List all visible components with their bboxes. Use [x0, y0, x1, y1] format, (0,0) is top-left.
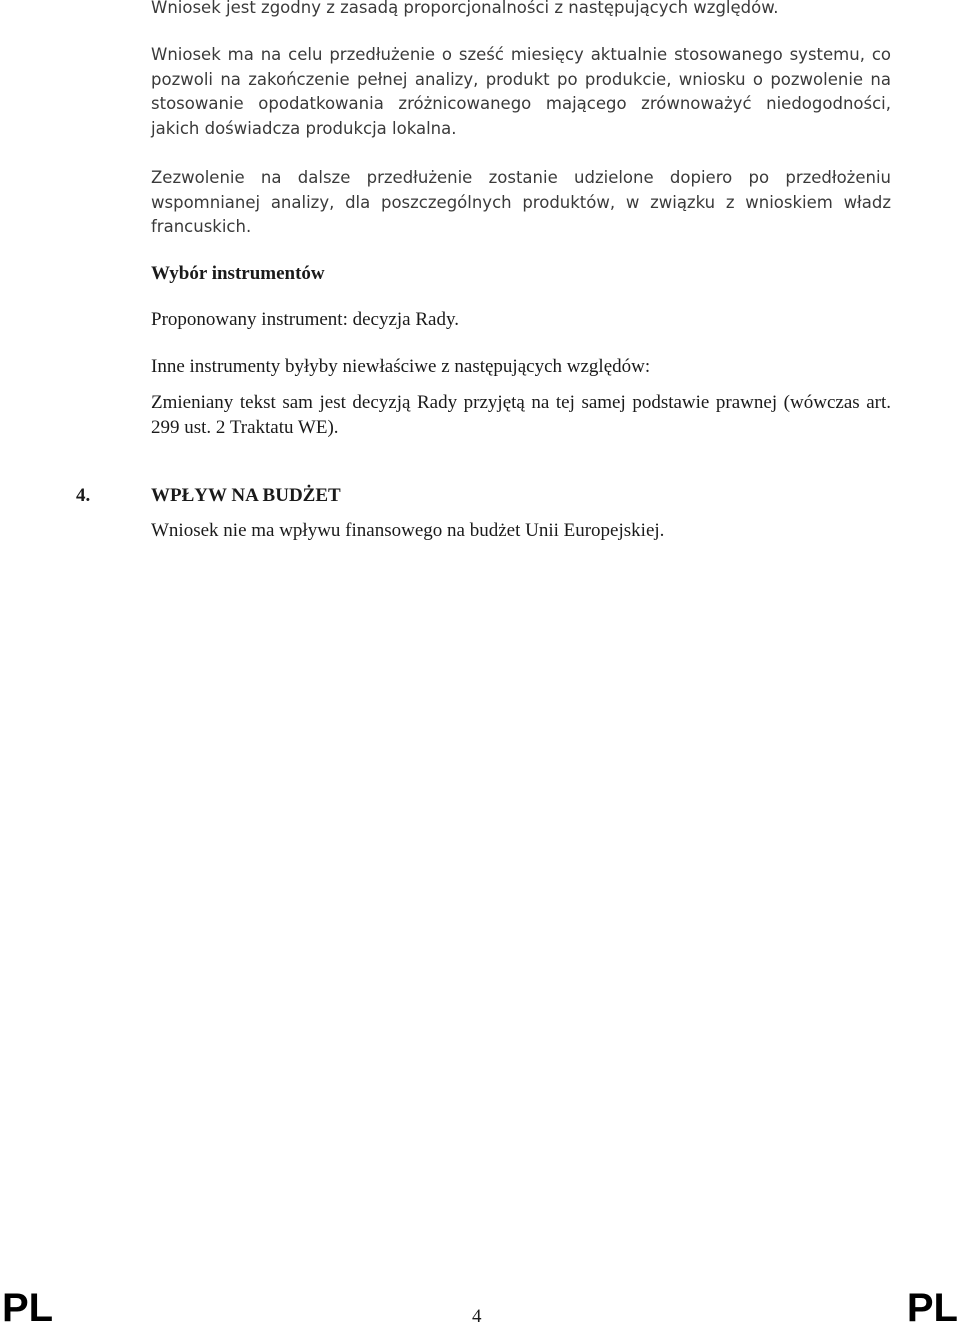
- section-title: WPŁYW NA BUDŻET: [151, 485, 341, 506]
- heading-instruments: Wybór instrumentów: [151, 263, 325, 284]
- paragraph-proportionality: Wniosek jest zgodny z zasadą proporcjonalności z następujących względów.: [151, 0, 779, 17]
- section-number: 4.: [76, 485, 91, 506]
- page-number: 4: [472, 1306, 482, 1327]
- paragraph-permission: Zezwolenie na dalsze przedłużenie zostanie udzielone dopiero po przedłożeniu wspomnianej analizy, dla poszczególnych produktów, w związku z wnioskiem władz francuskich.: [151, 168, 891, 236]
- paragraph-other-instruments: Inne instrumenty byłyby niewłaściwe z następujących względów:: [151, 356, 651, 377]
- paragraph-budget: Wniosek nie ma wpływu finansowego na budżet Unii Europejskiej.: [151, 520, 665, 541]
- paragraph-amended-text: Zmieniany tekst sam jest decyzją Rady przyjętą na tej samej podstawie prawnej (wówczas art. 299 ust. 2 Traktatu WE).: [151, 392, 891, 438]
- paragraph-extension: Wniosek ma na celu przedłużenie o sześć miesięcy aktualnie stosowanego systemu, co pozwoli na zakończenie pełnej analizy, produkt po produkcie, wniosku o pozwolenie na stosowanie opodatkowania zróżnicowanego mającego zrównoważyć niedogodności, jakich doświadcza produkcja lokalna.: [151, 45, 891, 138]
- footer-language-right: PL: [906, 1286, 958, 1330]
- paragraph-proposed-instrument: Proponowany instrument: decyzja Rady.: [151, 309, 459, 330]
- footer-language-left: PL: [2, 1286, 54, 1330]
